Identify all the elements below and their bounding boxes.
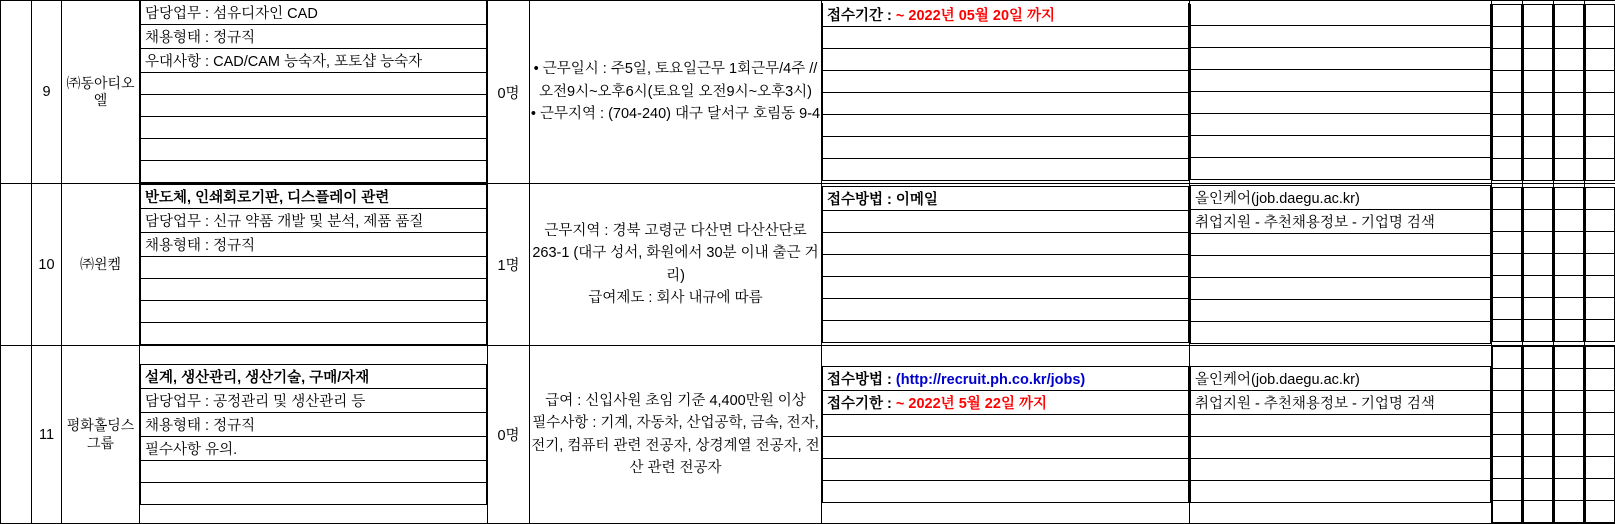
empty-cell [1493, 114, 1522, 136]
empty-cell [1493, 26, 1522, 48]
job-detail-line: 채용형태 : 정규직 [141, 25, 487, 49]
application-method-blank-line [823, 49, 1189, 71]
application-method-blank-line [823, 137, 1189, 159]
application-route-blank-line [1191, 415, 1491, 437]
job-detail-line: 채용형태 : 정규직 [141, 413, 487, 437]
method-text-segment: (http://recruit.ph.co.kr/jobs) [896, 372, 1085, 388]
job-detail-blank-line [141, 301, 487, 323]
application-route-blank-line [1191, 234, 1491, 256]
empty-column-lines [1492, 346, 1522, 523]
empty-cell [1493, 210, 1522, 232]
application-method-cell [822, 346, 1190, 524]
empty-cell [1493, 188, 1522, 210]
job-detail-line: 담당업무 : 섬유디자인 CAD [141, 1, 487, 25]
empty-cell [1524, 136, 1553, 158]
empty-column-lines [1492, 187, 1522, 342]
empty-column-cell [1523, 184, 1554, 346]
application-method-blank-line [823, 415, 1189, 437]
empty-column-lines [1523, 4, 1553, 181]
job-detail-lines [140, 1, 487, 183]
method-text-segment: 접수방법 : 이메일 [827, 192, 938, 208]
empty-cell [1586, 254, 1615, 276]
application-method-cell [822, 1, 1190, 184]
empty-column-cell [1523, 1, 1554, 184]
empty-cell [1524, 391, 1553, 413]
job-detail-line: 필수사항 유의. [141, 437, 487, 461]
empty-cell [1524, 70, 1553, 92]
application-method-blank-line [823, 115, 1189, 137]
application-route-line[interactable]: 올인케어(job.daegu.ac.kr) [1191, 186, 1491, 210]
empty-cell [1586, 158, 1615, 180]
empty-cell [1586, 4, 1615, 26]
empty-cell [1493, 92, 1522, 114]
application-method-blank-line [823, 437, 1189, 459]
empty-cell [1586, 347, 1615, 369]
application-method-blank-line [823, 321, 1189, 343]
application-route-lines [1190, 4, 1491, 181]
hiring-count-cell: 0명 [488, 346, 530, 524]
job-detail-cell [140, 1, 488, 184]
application-route-blank-line [1191, 322, 1491, 344]
empty-cell [1524, 188, 1553, 210]
empty-cell [1586, 136, 1615, 158]
application-route-blank-line [1191, 459, 1491, 481]
work-condition-cell [530, 184, 822, 346]
empty-cell [1586, 391, 1615, 413]
application-method-blank-line [823, 27, 1189, 49]
empty-cell [1493, 298, 1522, 320]
empty-cell [1524, 92, 1553, 114]
job-detail-line: 우대사항 : CAD/CAM 능숙자, 포토샵 능숙자 [141, 49, 487, 73]
empty-column-cell [1492, 1, 1523, 184]
job-detail-blank-line [141, 95, 487, 117]
empty-cell [1555, 26, 1584, 48]
application-route-blank-line [1191, 26, 1491, 48]
application-method-blank-line [823, 233, 1189, 255]
empty-cell [1586, 232, 1615, 254]
job-detail-line: 채용형태 : 정규직 [141, 233, 487, 257]
job-detail-blank-line [141, 139, 487, 161]
empty-cell [1586, 92, 1615, 114]
application-method-blank-line [823, 255, 1189, 277]
empty-column-cell [1585, 184, 1615, 346]
job-detail-blank-line [141, 483, 487, 505]
method-text-segment: 접수방법 : [827, 372, 896, 388]
empty-cell [1555, 479, 1584, 501]
company-name-cell: ㈜윈켐 [62, 184, 140, 346]
empty-cell [1555, 413, 1584, 435]
job-detail-blank-line [141, 73, 487, 95]
application-route-lines [1190, 185, 1491, 344]
empty-column-cell [1585, 1, 1615, 184]
work-condition-line: 급여 : 신입사원 초임 기준 4,400만원 이상 [530, 390, 821, 412]
application-route-blank-line [1191, 4, 1491, 26]
application-method-blank-line [823, 211, 1189, 233]
job-detail-blank-line [141, 461, 487, 483]
empty-cell [1586, 479, 1615, 501]
table-row [1, 346, 1615, 524]
empty-cell [1586, 70, 1615, 92]
empty-cell [1524, 369, 1553, 391]
empty-cell [1524, 435, 1553, 457]
application-method-line [823, 187, 1189, 211]
work-condition-cell [530, 1, 822, 184]
application-method-blank-line [823, 159, 1189, 181]
empty-cell [1586, 298, 1615, 320]
empty-cell [1555, 276, 1584, 298]
job-detail-line: 반도체, 인쇄회로기판, 디스플레이 관련 [141, 185, 487, 209]
empty-cell [1586, 48, 1615, 70]
empty-cell [1586, 457, 1615, 479]
empty-cell [1524, 320, 1553, 342]
job-detail-cell [140, 346, 488, 524]
empty-cell [1524, 479, 1553, 501]
empty-cell [1524, 254, 1553, 276]
row-number-cell: 10 [32, 184, 62, 346]
application-route-line[interactable]: 올인케어(job.daegu.ac.kr) [1191, 367, 1491, 391]
empty-cell [1555, 232, 1584, 254]
empty-cell [1524, 114, 1553, 136]
empty-column-cell [1523, 346, 1554, 524]
empty-column-lines [1523, 346, 1553, 523]
empty-cell [1493, 457, 1522, 479]
application-method-lines [822, 3, 1189, 181]
empty-column-lines [1585, 187, 1615, 342]
application-route-blank-line [1191, 300, 1491, 322]
empty-cell [1524, 413, 1553, 435]
application-route-blank-line [1191, 114, 1491, 136]
application-route-cell [1190, 1, 1492, 184]
application-method-lines [822, 186, 1189, 343]
empty-column-cell [1554, 184, 1585, 346]
empty-column-lines [1554, 4, 1584, 181]
empty-cell [1524, 457, 1553, 479]
method-text-segment: ~ 2022년 5월 22일 까지 [896, 396, 1047, 412]
empty-cell [1555, 114, 1584, 136]
job-detail-blank-line [141, 117, 487, 139]
application-route-cell [1190, 346, 1492, 524]
empty-cell [1555, 48, 1584, 70]
empty-cell [1586, 276, 1615, 298]
job-detail-line: 담당업무 : 공정관리 및 생산관리 등 [141, 389, 487, 413]
application-route-cell [1190, 184, 1492, 346]
company-name-cell: 평화홀딩스그룹 [62, 346, 140, 524]
application-method-cell [822, 184, 1190, 346]
empty-cell [1493, 320, 1522, 342]
application-method-blank-line [823, 93, 1189, 115]
application-method-line[interactable] [823, 3, 1189, 27]
row-number-cell: 11 [32, 346, 62, 524]
empty-column-lines [1523, 187, 1553, 342]
application-route-blank-line [1191, 136, 1491, 158]
empty-cell [1493, 369, 1522, 391]
empty-cell [1555, 4, 1584, 26]
empty-cell [1555, 320, 1584, 342]
application-route-blank-line [1191, 92, 1491, 114]
empty-cell [1493, 391, 1522, 413]
empty-column-cell [1554, 346, 1585, 524]
empty-cell [1586, 435, 1615, 457]
empty-column-lines [1585, 346, 1615, 523]
empty-cell [1524, 210, 1553, 232]
empty-cell [1555, 369, 1584, 391]
empty-cell [1586, 501, 1615, 523]
empty-column-lines [1492, 4, 1522, 181]
empty-column-lines [1585, 4, 1615, 181]
empty-cell [1493, 158, 1522, 180]
job-detail-line: 담당업무 : 신규 약품 개발 및 분석, 제품 품질 [141, 209, 487, 233]
empty-cell [1555, 457, 1584, 479]
empty-column-lines [1554, 346, 1584, 523]
company-name-cell: ㈜동아티오엘 [62, 1, 140, 184]
table-row [1, 184, 1615, 346]
application-method-line[interactable] [823, 391, 1189, 415]
empty-cell [1493, 435, 1522, 457]
work-condition-line: 필수사항 : 기계, 자동차, 산업공학, 금속, 전자, 전기, 컴퓨터 관련 전공자, 상경계열 전공자, 전산 관련 전공자 [530, 412, 821, 479]
empty-cell [1493, 254, 1522, 276]
empty-cell [1555, 435, 1584, 457]
empty-cell [1555, 347, 1584, 369]
work-condition-line: • 근무일시 : 주5일, 토요일근무 1회근무/4주 // 오전9시~오후6시(토요일 오전9시~오후3시) [530, 58, 821, 103]
empty-column-cell [1492, 184, 1523, 346]
empty-cell [1493, 479, 1522, 501]
empty-cell [1524, 158, 1553, 180]
empty-cell [1586, 369, 1615, 391]
job-detail-line: 설계, 생산관리, 생산기술, 구매/자재 [141, 365, 487, 389]
empty-cell [1493, 70, 1522, 92]
application-route-blank-line [1191, 437, 1491, 459]
application-route-lines [1190, 366, 1491, 503]
application-route-blank-line [1191, 48, 1491, 70]
row-number-cell: 9 [32, 1, 62, 184]
empty-cell [1555, 501, 1584, 523]
empty-cell [1524, 232, 1553, 254]
empty-cell [1555, 210, 1584, 232]
empty-column-cell [1585, 346, 1615, 524]
empty-cell [1493, 501, 1522, 523]
empty-cell [1586, 188, 1615, 210]
application-route-line[interactable]: 취업지원 - 추천채용정보 - 기업명 검색 [1191, 391, 1491, 415]
job-detail-cell [140, 184, 488, 346]
hiring-count-cell: 0명 [488, 1, 530, 184]
empty-cell [1524, 48, 1553, 70]
method-text-segment: 접수기간 : [827, 8, 896, 24]
empty-cell [1555, 92, 1584, 114]
empty-cell [1555, 136, 1584, 158]
job-detail-lines [140, 364, 487, 505]
application-method-line[interactable] [823, 367, 1189, 391]
empty-cell [1555, 188, 1584, 210]
hiring-count-cell: 1명 [488, 184, 530, 346]
empty-cell [1493, 413, 1522, 435]
empty-column-cell [1554, 1, 1585, 184]
application-method-blank-line [823, 299, 1189, 321]
application-route-blank-line [1191, 481, 1491, 503]
application-method-blank-line [823, 481, 1189, 503]
row-gutter-cell [1, 346, 32, 524]
empty-column-cell [1492, 346, 1523, 524]
empty-cell [1493, 232, 1522, 254]
application-method-blank-line [823, 459, 1189, 481]
empty-cell [1524, 501, 1553, 523]
method-text-segment: ~ 2022년 05월 20일 까지 [896, 8, 1055, 24]
application-route-blank-line [1191, 70, 1491, 92]
empty-cell [1586, 210, 1615, 232]
work-condition-cell [530, 346, 822, 524]
application-route-line[interactable]: 취업지원 - 추천채용정보 - 기업명 검색 [1191, 210, 1491, 234]
work-condition-line: 근무지역 : 경북 고령군 다산면 다산산단로 263-1 (대구 성서, 화원에서 30분 이내 출근 거리) [530, 220, 821, 287]
empty-cell [1493, 276, 1522, 298]
empty-cell [1493, 347, 1522, 369]
empty-cell [1586, 26, 1615, 48]
empty-cell [1493, 4, 1522, 26]
empty-cell [1555, 391, 1584, 413]
job-detail-blank-line [141, 323, 487, 345]
application-route-blank-line [1191, 278, 1491, 300]
empty-cell [1586, 114, 1615, 136]
method-text-segment: 접수기한 : [827, 396, 896, 412]
application-route-blank-line [1191, 256, 1491, 278]
empty-cell [1586, 413, 1615, 435]
job-detail-blank-line [141, 161, 487, 183]
empty-cell [1555, 158, 1584, 180]
empty-cell [1524, 26, 1553, 48]
empty-cell [1524, 276, 1553, 298]
empty-cell [1493, 48, 1522, 70]
empty-cell [1555, 70, 1584, 92]
application-route-blank-line [1191, 158, 1491, 180]
application-method-lines [822, 366, 1189, 503]
application-method-blank-line [823, 277, 1189, 299]
empty-cell [1524, 347, 1553, 369]
work-condition-line: • 근무지역 : (704-240) 대구 달서구 호림동 9-4 [530, 103, 821, 125]
empty-cell [1555, 298, 1584, 320]
row-gutter-cell [1, 184, 32, 346]
table-row [1, 1, 1615, 184]
empty-column-lines [1554, 187, 1584, 342]
row-gutter-cell [1, 1, 32, 184]
application-method-blank-line [823, 71, 1189, 93]
empty-cell [1493, 136, 1522, 158]
empty-cell [1524, 298, 1553, 320]
empty-cell [1524, 4, 1553, 26]
work-condition-line: 급여제도 : 회사 내규에 따름 [530, 287, 821, 309]
job-detail-blank-line [141, 279, 487, 301]
empty-cell [1555, 254, 1584, 276]
job-detail-blank-line [141, 257, 487, 279]
empty-cell [1586, 320, 1615, 342]
job-detail-lines [140, 184, 487, 345]
